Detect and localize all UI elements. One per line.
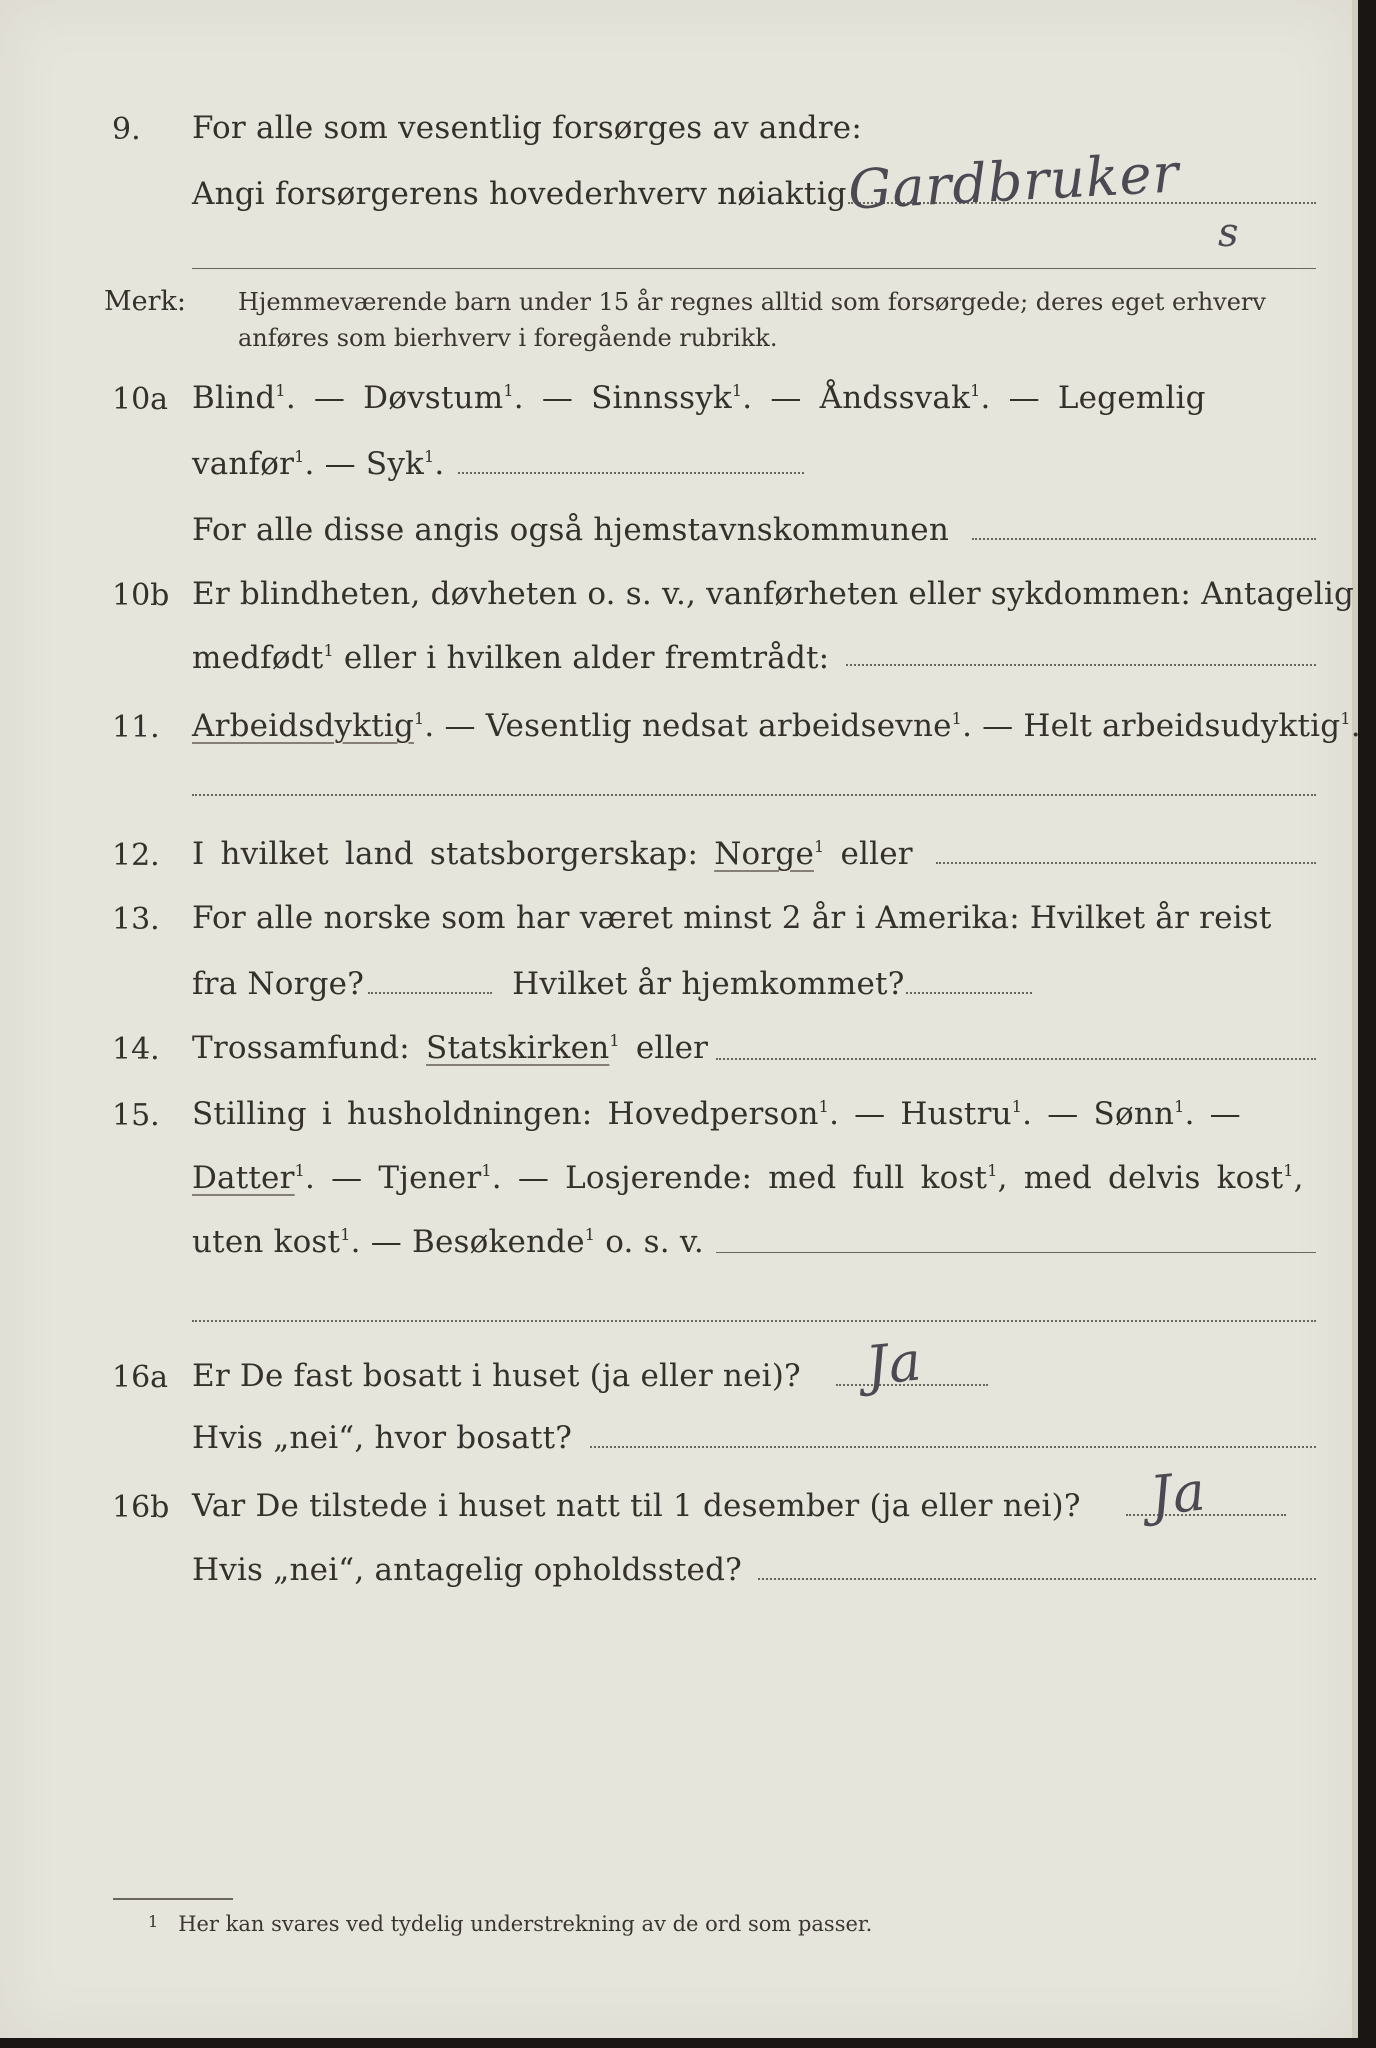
q10a-line3: For alle disse angis også hjemstavnskommunen <box>192 512 949 548</box>
q10a-blind: Blind <box>192 380 276 416</box>
q15-delvis-kost: , med delvis kost <box>997 1160 1284 1196</box>
q16b-handwritten-answer: Ja <box>1146 1459 1209 1528</box>
q10a-dovstum: — Døvstum <box>313 380 504 416</box>
q9-number: 9. <box>112 112 141 147</box>
q11-arbeidsdyktig: Arbeidsdyktig <box>192 708 415 744</box>
q13-hjemkommet: Hvilket år hjemkommet? <box>512 966 905 1002</box>
q10b-dotline <box>846 664 1316 666</box>
q12-dotline <box>936 862 1316 864</box>
q12-line: I hvilket land statsborgerskap: Norge$^1$ eller <box>192 836 913 872</box>
q10b-number: 10b <box>112 578 170 613</box>
q15-line2: Datter$^1$. — Tjener$^1$. — Losjerende: med full kost$^1$, med delvis kost$^1$, <box>192 1160 1304 1196</box>
q13-line1: For alle norske som har været minst 2 år i Amerika: Hvilket år reist <box>192 900 1272 936</box>
q10a-andssvak: — Åndssvak <box>770 380 971 416</box>
q11-udyktig: — Helt arbeidsudyktig <box>982 708 1341 744</box>
q15-full-kost: — Losjerende: med full kost <box>517 1160 988 1196</box>
footnote-rule <box>113 1898 233 1900</box>
q15-hustru: — Hustru <box>854 1096 1012 1132</box>
q14-eller: eller <box>635 1030 709 1066</box>
q14-number: 14. <box>112 1032 160 1067</box>
q13-line2 <box>192 966 905 1002</box>
q9-line2: Angi forsørgerens hovederhverv nøiaktig <box>192 176 847 212</box>
merk-line1: Hjemmeværende barn under 15 år regnes alltid som forsørgede; deres eget erhverv <box>238 288 1266 316</box>
q10a-hjemstavn-dotline <box>972 538 1316 540</box>
q15-line1: Stilling i husholdningen: Hovedperson$^1$. — Hustru$^1$. — Sønn$^1$. — <box>192 1096 1241 1132</box>
q15-rule <box>716 1252 1316 1253</box>
q10a-number: 10a <box>112 382 169 417</box>
footnote-mark: 1 <box>148 1912 159 1931</box>
footnote-text: Her kan svares ved tydelig understrekning av de ord som passer. <box>178 1912 873 1936</box>
q16a-line2: Hvis „nei“, hvor bosatt? <box>192 1420 573 1456</box>
q14-dotline <box>716 1058 1316 1060</box>
q13-number: 13. <box>112 902 160 937</box>
q10b-medfodt: medfødt <box>192 640 324 676</box>
footnote <box>148 1912 872 1936</box>
q13-reist-dotline <box>368 992 492 994</box>
q14-question: Trossamfund: <box>192 1030 410 1066</box>
q16b-opholdssted-dotline <box>758 1578 1316 1580</box>
q14-statskirken: Statskirken <box>426 1030 610 1066</box>
q10a-vanfor: vanfør <box>192 446 295 482</box>
q16b-line1: Var De tilstede i huset natt til 1 desember (ja eller nei)? <box>192 1488 1081 1524</box>
q10a-line1: Blind$^1$. — Døvstum$^1$. — Sinnssyk$^1$. — Åndssvak$^1$. — Legemlig <box>192 380 1206 416</box>
merk-label: Merk: <box>104 286 186 317</box>
q15-hovedperson: Stilling i husholdningen: Hovedperson <box>192 1096 819 1132</box>
q11-line: Arbeidsdyktig$^1$. — Vesentlig nedsat arbeidsevne$^1$. — Helt arbeidsudyktig$^1$. <box>192 708 1361 744</box>
q10b-alder: eller i hvilken alder fremtrådt: <box>343 640 830 676</box>
q16b-number: 16b <box>112 1490 170 1525</box>
q15-sonn: — Sønn <box>1047 1096 1175 1132</box>
q16b-line2: Hvis „nei“, antagelig opholdssted? <box>192 1552 742 1588</box>
q11-number: 11. <box>112 710 160 745</box>
q10a-legemlig: — Legemlig <box>1008 380 1206 416</box>
q12-question: I hvilket land statsborgerskap: <box>192 836 699 872</box>
q14-line: Trossamfund: Statskirken$^1$ eller <box>192 1030 709 1066</box>
q15-datter: Datter <box>192 1160 295 1196</box>
q9-rule <box>192 268 1316 269</box>
q15-line3: uten kost$^1$. — Besøkende$^1$ o. s. v. <box>192 1224 704 1260</box>
q15-osv: o. s. v. <box>605 1224 704 1260</box>
q15-besokende: — Besøkende <box>370 1224 585 1260</box>
q10a-sinnssyk: — Sinnssyk <box>541 380 732 416</box>
q13-hjemkommet-dotline <box>906 992 1032 994</box>
q16a-handwritten-answer: Ja <box>862 1329 925 1398</box>
q11-nedsat: — Vesentlig nedsat arbeidsevne <box>444 708 952 744</box>
q9-handwritten-extra: s <box>1218 210 1240 256</box>
q13-reist: fra Norge? <box>192 966 365 1002</box>
q15-tjener: — Tjener <box>331 1160 482 1196</box>
q9-handwritten-answer: Gardbruker <box>846 141 1181 222</box>
q11-dotline <box>192 794 1316 796</box>
q12-eller: eller <box>840 836 913 872</box>
q12-number: 12. <box>112 838 160 873</box>
q12-norge: Norge <box>714 836 814 872</box>
q15-uten-kost: uten kost <box>192 1224 341 1260</box>
q16a-bosatt-dotline <box>590 1446 1316 1448</box>
q10b-line2: medfødt$^1$ eller i hvilken alder fremtrådt: <box>192 640 830 676</box>
q16a-number: 16a <box>112 1360 169 1395</box>
q16a-line1: Er De fast bosatt i huset (ja eller nei)? <box>192 1358 801 1394</box>
q10b-line1: Er blindheten, døvheten o. s. v., vanførheten eller sykdommen: Antagelig <box>192 576 1355 612</box>
q10a-syk: — Syk <box>324 446 425 482</box>
merk-line2: anføres som bierhverv i foregående rubrikk. <box>238 324 778 352</box>
q9-line1: For alle som vesentlig forsørges av andre: <box>192 110 862 146</box>
q10a-syk-dotline <box>458 472 804 474</box>
q10a-line2: vanfør$^1$. — Syk$^1$. <box>192 446 445 482</box>
q15-number: 15. <box>112 1098 160 1133</box>
q15-dotline <box>192 1320 1316 1322</box>
